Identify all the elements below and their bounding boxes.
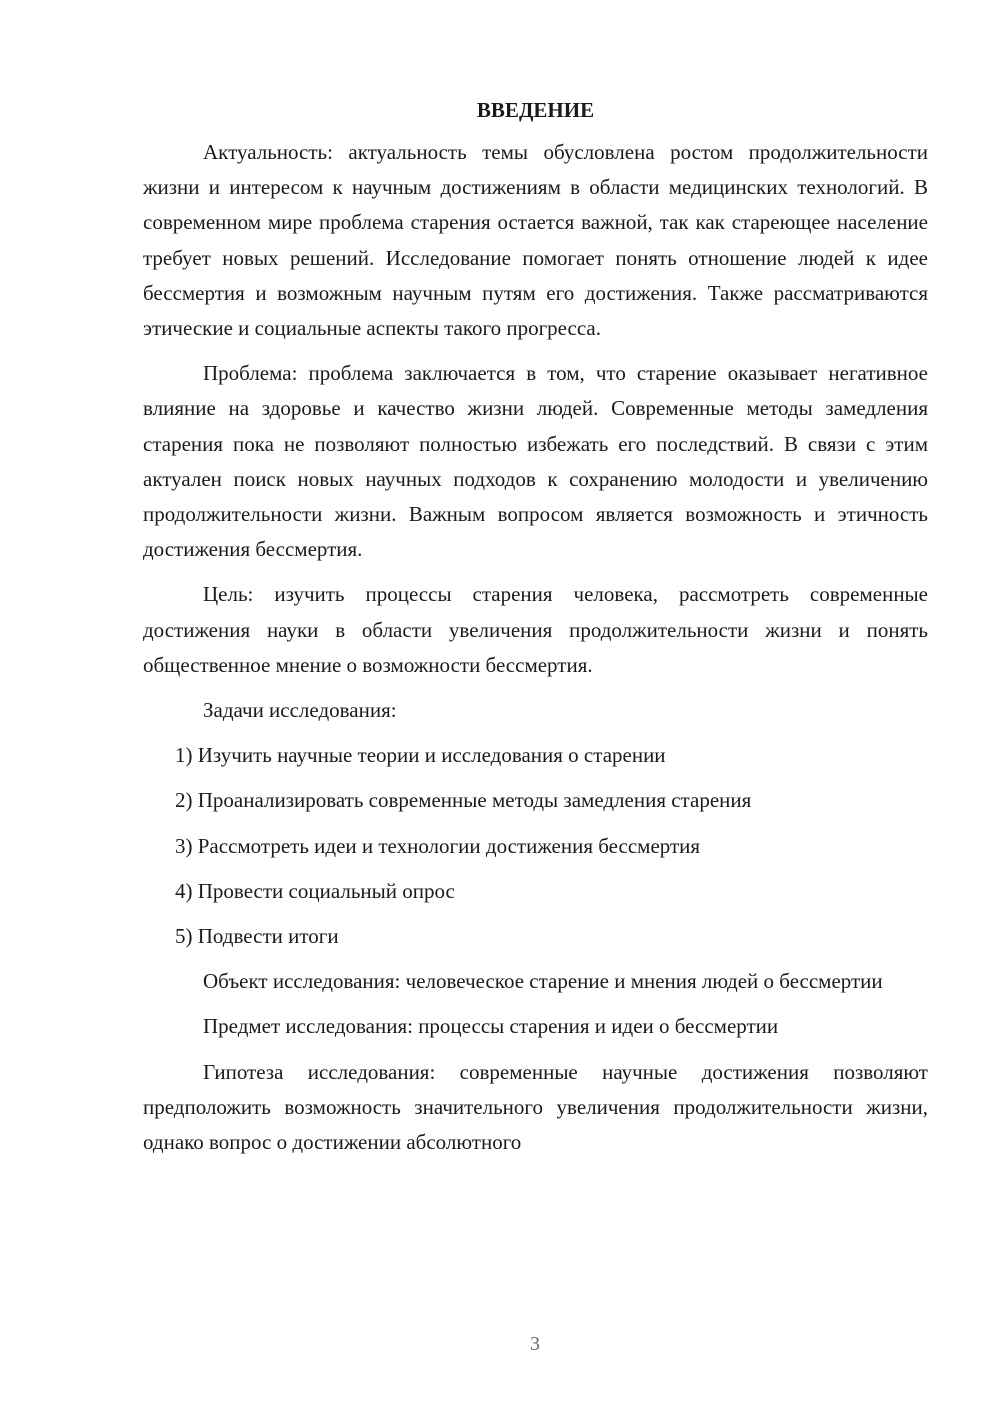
- tasks-heading: Задачи исследования:: [203, 698, 397, 723]
- paragraph-goal: Цель: изучить процессы старения человека, рассмотреть современные достижения науки в области увеличения продолжительности жизни и понять общественное мнение о возможности бессмертия.: [143, 582, 928, 677]
- task-item-5: 5) Подвести итоги: [175, 924, 339, 949]
- paragraph-problem: Проблема: проблема заключается в том, что старение оказывает негативное влияние на здоровье и качество жизни людей. Современные методы замедления старения пока не позволяют полностью избежать его последствий. В связи с этим актуален поиск новых научных подходов к сохранению молодости и увеличению продолжительности жизни. Важным вопросом является возможность и этичность достижения бессмертия.: [143, 361, 928, 562]
- section-title: ВВЕДЕНИЕ: [476, 98, 595, 122]
- task-item-1: 1) Изучить научные теории и исследования о старении: [175, 743, 666, 768]
- task-item-4: 4) Провести социальный опрос: [175, 878, 455, 903]
- paragraph-relevance: Актуальность: актуальность темы обусловлена ростом продолжительности жизни и интересом к научным достижениям в области медицинских технологий. В современном мире проблема старения остается важной, так как стареющее население требует новых решений. Исследование помогает понять отношение людей к идее бессмертия и возможным научным путям его достижения. Также рассматриваются этические и социальные аспекты такого прогресса.: [143, 140, 928, 341]
- paragraph-hypothesis: Гипотеза исследования: современные научные достижения позволяют предположить возможность значительного увеличения продолжительности жизни, однако вопрос о достижении абсолютного: [143, 1059, 928, 1155]
- task-item-2: 2) Проанализировать современные методы замедления старения: [175, 788, 752, 813]
- task-item-3: 3) Рассмотреть идеи и технологии достижения бессмертия: [175, 833, 701, 858]
- paragraph-subject: Предмет исследования: процессы старения и идеи о бессмертии: [203, 1014, 779, 1039]
- paragraph-object: Объект исследования: человеческое старение и мнения людей о бессмертии: [203, 969, 883, 994]
- document-page: [143, 93, 928, 1160]
- page-number: 3: [530, 1333, 540, 1355]
- tasks-list: [143, 738, 928, 954]
